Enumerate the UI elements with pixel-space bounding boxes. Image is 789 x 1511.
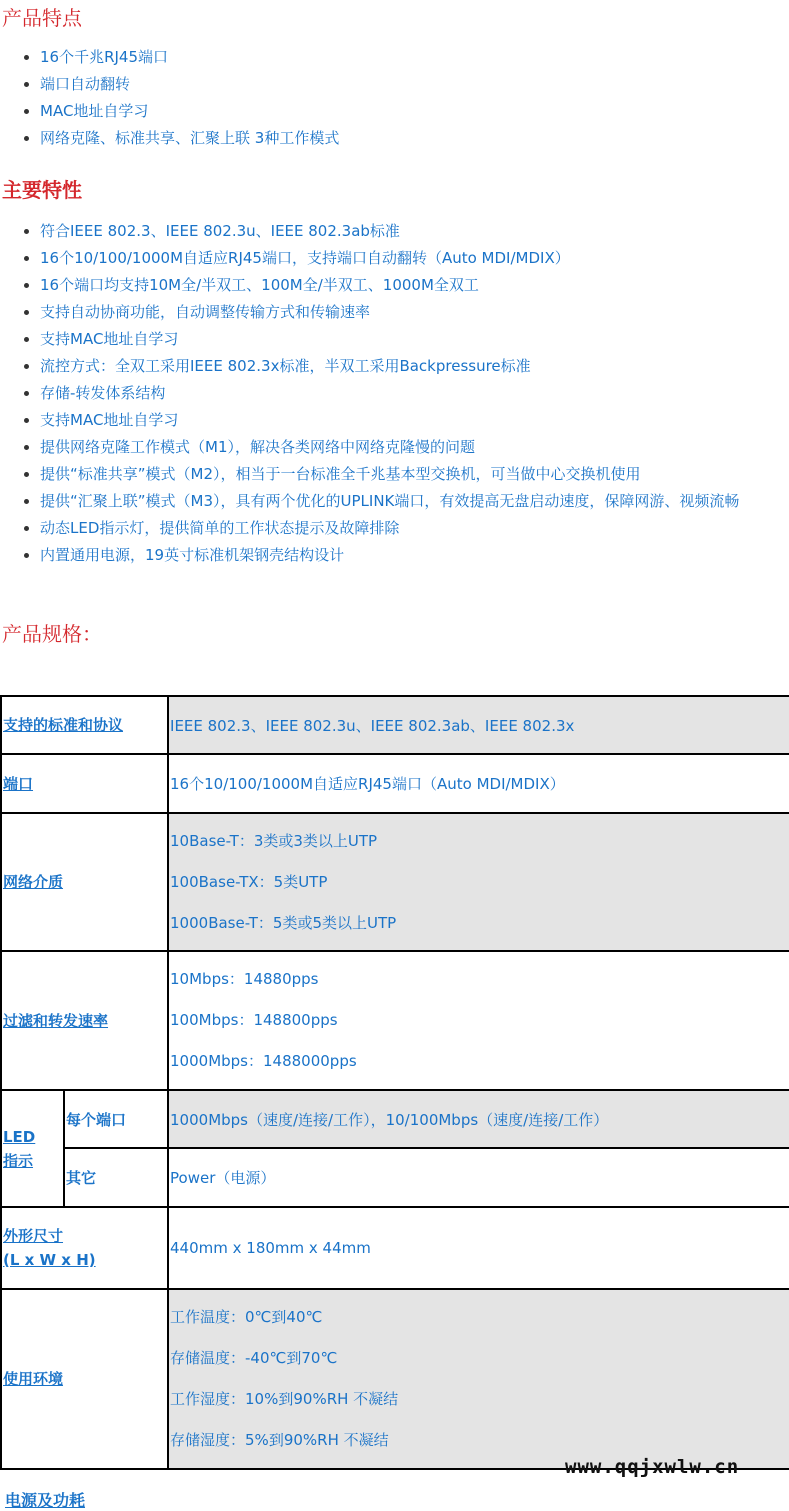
list-item: 支持MAC地址自学习 [0, 407, 780, 434]
table-row [1, 1148, 789, 1207]
dimensions-label-line2: (L x W x H) [3, 1251, 96, 1269]
list-item: 网络克隆、标准共享、汇聚上联 3种工作模式 [0, 125, 780, 152]
section-title-main-features: 主要特性 [2, 178, 82, 202]
main-features-list [0, 218, 780, 569]
spec-label-media[interactable]: 网络介质 [1, 813, 168, 951]
media-line: 10Base-T：3类或3类以上UTP [170, 831, 378, 850]
spec-value-media [168, 813, 789, 951]
table-row [1, 951, 789, 1090]
list-item: 存储-转发体系结构 [0, 380, 780, 407]
environment-line: 存储湿度：5%到90%RH 不凝结 [170, 1431, 389, 1449]
power-consumption-link[interactable]: 电源及功耗 [5, 1491, 86, 1510]
table-row [1, 696, 789, 754]
list-item: 动态LED指示灯，提供简单的工作状态提示及故障排除 [0, 515, 780, 542]
spec-value-forwarding [168, 951, 789, 1090]
spec-value-dimensions: 440mm x 180mm x 44mm [168, 1207, 789, 1289]
spec-value-standards: IEEE 802.3、IEEE 802.3u、IEEE 802.3ab、IEEE 802.3x [168, 696, 789, 754]
list-item: 提供“标准共享”模式（M2），相当于一台标准全千兆基本型交换机，可当做中心交换机使用 [0, 461, 780, 488]
spec-table [0, 695, 789, 1470]
dimensions-label-line1: 外形尺寸 [3, 1227, 64, 1245]
spec-label-standards[interactable]: 支持的标准和协议 [1, 696, 168, 754]
media-line: 1000Base-T：5类或5类以上UTP [170, 913, 397, 932]
list-item: 支持自动协商功能，自动调整传输方式和传输速率 [0, 299, 780, 326]
section-title-specs: 产品规格： [2, 622, 102, 646]
spec-sublabel-per-port: 每个端口 [64, 1090, 168, 1148]
spec-label-environment[interactable]: 使用环境 [1, 1289, 168, 1469]
table-row [1, 754, 789, 813]
media-line: 100Base-TX：5类UTP [170, 872, 328, 891]
list-item: 16个10/100/1000M自适应RJ45端口，支持端口自动翻转（Auto MDI/MDIX） [0, 245, 780, 272]
table-row [1, 813, 789, 951]
spec-value-ports: 16个10/100/1000M自适应RJ45端口（Auto MDI/MDIX） [168, 754, 789, 813]
list-item: 16个端口均支持10M全/半双工、100M全/半双工、1000M全双工 [0, 272, 780, 299]
spec-sublabel-other: 其它 [64, 1148, 168, 1207]
list-item: 符合IEEE 802.3、IEEE 802.3u、IEEE 802.3ab标准 [0, 218, 780, 245]
environment-line: 工作温度：0℃到40℃ [170, 1308, 323, 1326]
spec-label-led[interactable]: LED指示 [1, 1090, 64, 1207]
list-item: 流控方式：全双工采用IEEE 802.3x标准，半双工采用Backpressure标准 [0, 353, 780, 380]
list-item: MAC地址自学习 [0, 98, 780, 125]
list-item: 支持MAC地址自学习 [0, 326, 780, 353]
forwarding-line: 10Mbps：14880pps [170, 970, 319, 988]
table-row [1, 1090, 789, 1148]
list-item: 提供“汇聚上联”模式（M3），具有两个优化的UPLINK端口，有效提高无盘启动速度，保障网游、视频流畅 [0, 488, 780, 515]
environment-line: 存储温度：-40℃到70℃ [170, 1349, 338, 1367]
spec-label-dimensions[interactable] [1, 1207, 168, 1289]
list-item: 端口自动翻转 [0, 71, 780, 98]
table-row [1, 1207, 789, 1289]
list-item: 内置通用电源，19英寸标准机架钢壳结构设计 [0, 542, 780, 569]
list-item: 16个千兆RJ45端口 [0, 44, 780, 71]
section-title-features: 产品特点 [2, 6, 82, 30]
spec-label-ports[interactable]: 端口 [1, 754, 168, 813]
spec-value-environment [168, 1289, 789, 1469]
spec-value-led-per-port: 1000Mbps（速度/连接/工作），10/100Mbps（速度/连接/工作） [168, 1090, 789, 1148]
list-item: 提供网络克隆工作模式（M1），解决各类网络中网络克隆慢的问题 [0, 434, 780, 461]
spec-label-forwarding[interactable]: 过滤和转发速率 [1, 951, 168, 1090]
watermark: www.qqjxwlw.cn [565, 1456, 740, 1478]
environment-line: 工作湿度：10%到90%RH 不凝结 [170, 1390, 399, 1408]
features-list [0, 44, 780, 152]
forwarding-line: 1000Mbps：1488000pps [170, 1052, 357, 1070]
spec-value-led-other: Power（电源） [168, 1148, 789, 1207]
forwarding-line: 100Mbps：148800pps [170, 1011, 338, 1029]
table-row [1, 1289, 789, 1469]
